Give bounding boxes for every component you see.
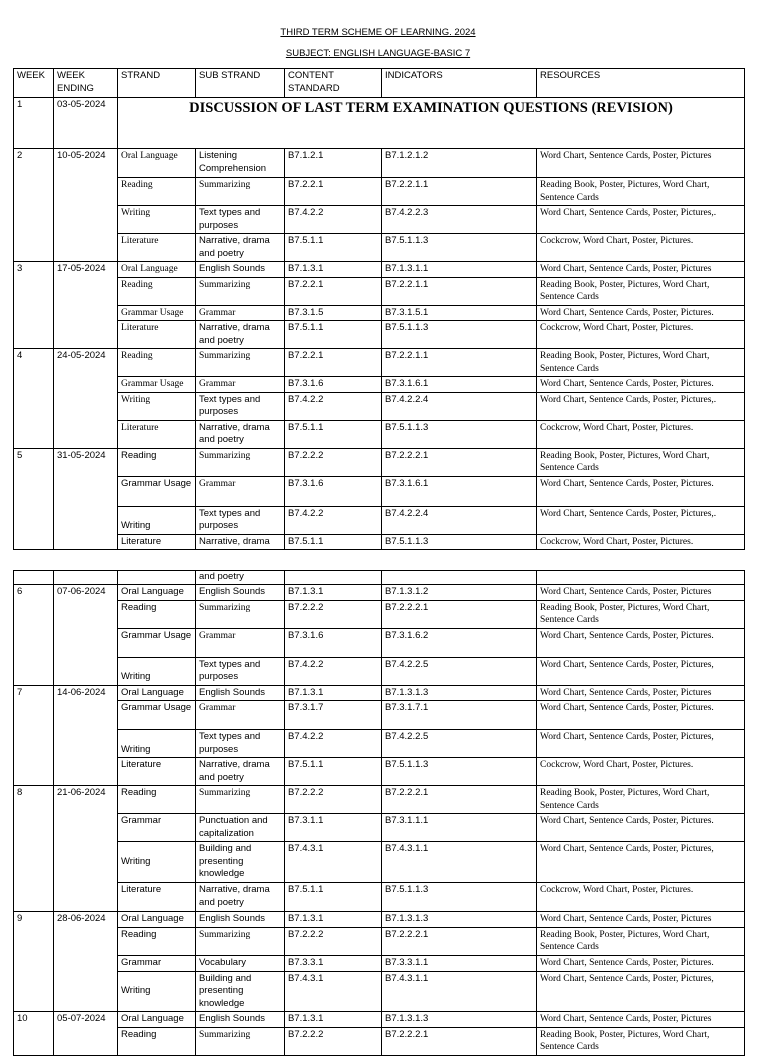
table-row bbox=[14, 883, 745, 912]
resources-cell: Cockcrow, Word Chart, Poster, Pictures. bbox=[537, 883, 745, 912]
strand-cell: Grammar Usage bbox=[118, 628, 196, 657]
week-number: 9 bbox=[14, 912, 54, 1012]
content-standard-cell: B7.2.2.2 bbox=[285, 600, 382, 628]
sub-strand-cell: English Sounds bbox=[196, 912, 285, 928]
indicator-cell: B7.1.3.1.3 bbox=[382, 912, 537, 928]
indicator-cell: B7.1.3.1.2 bbox=[382, 585, 537, 601]
content-standard-cell: B7.2.2.2 bbox=[285, 1027, 382, 1055]
indicator-cell: B7.5.1.1.3 bbox=[382, 321, 537, 349]
strand-cell: Writing bbox=[118, 657, 196, 685]
strand-cell: Literature bbox=[118, 420, 196, 448]
indicator-cell: B7.2.2.1.1 bbox=[382, 349, 537, 377]
content-standard-cell: B7.4.2.2 bbox=[285, 506, 382, 534]
week-number: 3 bbox=[14, 262, 54, 349]
sub-strand-cell: Grammar bbox=[196, 476, 285, 506]
resources-cell: Cockcrow, Word Chart, Poster, Pictures. bbox=[537, 758, 745, 786]
resources-cell: Cockcrow, Word Chart, Poster, Pictures. bbox=[537, 321, 745, 349]
header-indicators: INDICATORS bbox=[382, 69, 537, 98]
content-standard-cell: B7.5.1.1 bbox=[285, 234, 382, 262]
strand-cell: Oral Language bbox=[118, 685, 196, 701]
indicator-cell: B7.3.1.7.1 bbox=[382, 701, 537, 730]
header-sub-strand: SUB STRAND bbox=[196, 69, 285, 98]
strand-cell: Literature bbox=[118, 758, 196, 786]
table-row bbox=[14, 234, 745, 262]
resources-cell: Reading Book, Poster, Pictures, Word Chart, Sentence Cards bbox=[537, 349, 745, 377]
table-row bbox=[14, 758, 745, 786]
strand-cell: Grammar Usage bbox=[118, 476, 196, 506]
document-subtitle: SUBJECT: ENGLISH LANGUAGE-BASIC 7 bbox=[285, 48, 471, 59]
strand-cell: Reading bbox=[118, 600, 196, 628]
revision-banner: DISCUSSION OF LAST TERM EXAMINATION QUESTIONS (REVISION) bbox=[118, 98, 745, 149]
resources-cell: Reading Book, Poster, Pictures, Word Chart, Sentence Cards bbox=[537, 600, 745, 628]
content-standard-cell: B7.3.1.6 bbox=[285, 628, 382, 657]
header-week: WEEK bbox=[14, 69, 54, 98]
content-standard-cell: B7.5.1.1 bbox=[285, 534, 382, 550]
strand-cell: Writing bbox=[118, 506, 196, 534]
content-standard-cell: B7.3.1.1 bbox=[285, 814, 382, 842]
indicator-cell: B7.3.1.1.1 bbox=[382, 814, 537, 842]
sub-strand-cell: Summarizing bbox=[196, 600, 285, 628]
sub-strand-cell: Summarizing bbox=[196, 1027, 285, 1055]
indicator-cell: B7.4.3.1.1 bbox=[382, 971, 537, 1012]
table-row bbox=[14, 912, 745, 928]
sub-strand-cell: Summarizing bbox=[196, 349, 285, 377]
content-standard-cell: B7.4.2.2 bbox=[285, 657, 382, 685]
resources-cell: Reading Book, Poster, Pictures, Word Chart, Sentence Cards bbox=[537, 786, 745, 814]
content-standard-cell: B7.2.2.1 bbox=[285, 277, 382, 305]
strand-cell: Oral Language bbox=[118, 912, 196, 928]
content-standard-cell: B7.4.3.1 bbox=[285, 971, 382, 1012]
sub-strand-cell: Text types and purposes bbox=[196, 206, 285, 234]
table-row bbox=[14, 701, 745, 730]
table-row bbox=[14, 585, 745, 601]
resources-cell: Word Chart, Sentence Cards, Poster, Pictures bbox=[537, 1012, 745, 1028]
sub-strand-cell: Vocabulary bbox=[196, 955, 285, 971]
content-standard-cell: B7.3.1.7 bbox=[285, 701, 382, 730]
indicator-cell: B7.4.2.2.4 bbox=[382, 506, 537, 534]
table-row bbox=[14, 305, 745, 321]
sub-strand-cell: English Sounds bbox=[196, 685, 285, 701]
content-standard-cell: B7.1.3.1 bbox=[285, 1012, 382, 1028]
resources-cell: Word Chart, Sentence Cards, Poster, Pictures, bbox=[537, 842, 745, 883]
sub-strand-cell: Building and presenting knowledge bbox=[196, 971, 285, 1012]
resources-cell: Word Chart, Sentence Cards, Poster, Pictures. bbox=[537, 305, 745, 321]
sub-strand-cell: Summarizing bbox=[196, 178, 285, 206]
indicator-cell: B7.5.1.1.3 bbox=[382, 420, 537, 448]
sub-strand-cell: English Sounds bbox=[196, 262, 285, 278]
table-row bbox=[14, 277, 745, 305]
sub-strand-cell: Text types and purposes bbox=[196, 657, 285, 685]
content-standard-cell: B7.2.2.2 bbox=[285, 786, 382, 814]
table-row bbox=[14, 657, 745, 685]
content-standard-cell: B7.3.1.6 bbox=[285, 377, 382, 393]
content-standard-cell: B7.5.1.1 bbox=[285, 420, 382, 448]
sub-strand-cell: English Sounds bbox=[196, 1012, 285, 1028]
strand-cell: Reading bbox=[118, 786, 196, 814]
content-standard-cell: B7.2.2.2 bbox=[285, 927, 382, 955]
indicator-cell: B7.4.2.2.3 bbox=[382, 206, 537, 234]
content-standard-cell: B7.4.2.2 bbox=[285, 730, 382, 758]
resources-cell: Word Chart, Sentence Cards, Poster, Pictures. bbox=[537, 476, 745, 506]
content-standard-cell: B7.4.2.2 bbox=[285, 206, 382, 234]
week-ending-date: 28-06-2024 bbox=[54, 912, 118, 1012]
table-row bbox=[14, 534, 745, 550]
table-row bbox=[14, 1027, 745, 1055]
week-ending-date: 17-05-2024 bbox=[54, 262, 118, 349]
strand-cell: Literature bbox=[118, 534, 196, 550]
resources-cell: Reading Book, Poster, Pictures, Word Chart, Sentence Cards bbox=[537, 178, 745, 206]
indicator-cell: B7.3.1.6.1 bbox=[382, 377, 537, 393]
table-row bbox=[14, 420, 745, 448]
resources-cell: Word Chart, Sentence Cards, Poster, Pictures, bbox=[537, 730, 745, 758]
indicator-cell: B7.2.2.2.1 bbox=[382, 927, 537, 955]
table-row bbox=[14, 377, 745, 393]
resources-cell: Reading Book, Poster, Pictures, Word Chart, Sentence Cards bbox=[537, 448, 745, 476]
indicator-cell: B7.3.1.5.1 bbox=[382, 305, 537, 321]
resources-cell: Reading Book, Poster, Pictures, Word Chart, Sentence Cards bbox=[537, 1027, 745, 1055]
indicator-cell: B7.4.2.2.4 bbox=[382, 392, 537, 420]
scheme-table-page-1 bbox=[13, 68, 745, 550]
sub-strand-cell: Text types and purposes bbox=[196, 392, 285, 420]
content-standard-cell: B7.3.3.1 bbox=[285, 955, 382, 971]
table-row bbox=[14, 1012, 745, 1028]
indicator-cell: B7.3.1.6.2 bbox=[382, 628, 537, 657]
indicator-cell: B7.3.3.1.1 bbox=[382, 955, 537, 971]
sub-strand-cell: Grammar bbox=[196, 377, 285, 393]
week-number: 6 bbox=[14, 585, 54, 686]
table-row bbox=[14, 349, 745, 377]
resources-cell: Word Chart, Sentence Cards, Poster, Pictures,. bbox=[537, 392, 745, 420]
indicator-cell: B7.2.2.1.1 bbox=[382, 178, 537, 206]
resources-cell: Word Chart, Sentence Cards, Poster, Pictures bbox=[537, 262, 745, 278]
week-ending-date: 14-06-2024 bbox=[54, 685, 118, 786]
document-title: THIRD TERM SCHEME OF LEARNING. 2024 bbox=[280, 27, 476, 38]
indicator-cell: B7.5.1.1.3 bbox=[382, 234, 537, 262]
indicator-cell: B7.1.3.1.1 bbox=[382, 262, 537, 278]
table-row bbox=[14, 628, 745, 657]
resources-cell: Word Chart, Sentence Cards, Poster, Pictures. bbox=[537, 628, 745, 657]
sub-strand-cell: Narrative, drama bbox=[196, 534, 285, 550]
strand-cell: Reading bbox=[118, 178, 196, 206]
resources-cell: Word Chart, Sentence Cards, Poster, Pictures. bbox=[537, 377, 745, 393]
table-row bbox=[14, 971, 745, 1012]
strand-cell: Grammar bbox=[118, 955, 196, 971]
strand-cell: Oral Language bbox=[118, 149, 196, 178]
resources-cell: Word Chart, Sentence Cards, Poster, Pictures, bbox=[537, 971, 745, 1012]
strand-cell: Grammar bbox=[118, 814, 196, 842]
strand-cell: Reading bbox=[118, 277, 196, 305]
resources-cell: Word Chart, Sentence Cards, Poster, Pictures bbox=[537, 685, 745, 701]
sub-strand-cell: Text types and purposes bbox=[196, 506, 285, 534]
table-row bbox=[14, 814, 745, 842]
strand-cell: Reading bbox=[118, 1027, 196, 1055]
content-standard-cell: B7.1.2.1 bbox=[285, 149, 382, 178]
week-ending-date: 31-05-2024 bbox=[54, 448, 118, 550]
resources-cell: Word Chart, Sentence Cards, Poster, Pictures bbox=[537, 149, 745, 178]
week-ending-date: 07-06-2024 bbox=[54, 585, 118, 686]
sub-strand-cell: Building and presenting knowledge bbox=[196, 842, 285, 883]
table-row bbox=[14, 262, 745, 278]
sub-strand-cell: Summarizing bbox=[196, 927, 285, 955]
sub-strand-cell: Grammar bbox=[196, 628, 285, 657]
indicator-cell: B7.1.2.1.2 bbox=[382, 149, 537, 178]
strand-cell: Grammar Usage bbox=[118, 377, 196, 393]
indicator-cell: B7.4.2.2.5 bbox=[382, 657, 537, 685]
resources-cell: Word Chart, Sentence Cards, Poster, Pictures. bbox=[537, 814, 745, 842]
indicator-cell: B7.2.2.1.1 bbox=[382, 277, 537, 305]
content-standard-cell: B7.1.3.1 bbox=[285, 262, 382, 278]
strand-cell: Oral Language bbox=[118, 585, 196, 601]
resources-cell: Word Chart, Sentence Cards, Poster, Pictures. bbox=[537, 955, 745, 971]
table-row bbox=[14, 149, 745, 178]
content-standard-cell: B7.1.3.1 bbox=[285, 912, 382, 928]
resources-cell: Reading Book, Poster, Pictures, Word Chart, Sentence Cards bbox=[537, 277, 745, 305]
indicator-cell: B7.5.1.1.3 bbox=[382, 534, 537, 550]
indicator-cell: B7.2.2.2.1 bbox=[382, 786, 537, 814]
resources-cell: Cockcrow, Word Chart, Poster, Pictures. bbox=[537, 534, 745, 550]
continued-sub-strand: and poetry bbox=[196, 571, 285, 585]
table-row bbox=[14, 392, 745, 420]
resources-cell: Word Chart, Sentence Cards, Poster, Pictures. bbox=[537, 701, 745, 730]
content-standard-cell: B7.2.2.2 bbox=[285, 448, 382, 476]
indicator-cell: B7.2.2.2.1 bbox=[382, 448, 537, 476]
sub-strand-cell: Summarizing bbox=[196, 448, 285, 476]
header-week-ending: WEEK ENDING bbox=[54, 69, 118, 98]
content-standard-cell: B7.5.1.1 bbox=[285, 883, 382, 912]
resources-cell: Word Chart, Sentence Cards, Poster, Pictures bbox=[537, 912, 745, 928]
resources-cell: Reading Book, Poster, Pictures, Word Chart, Sentence Cards bbox=[537, 927, 745, 955]
indicator-cell: B7.5.1.1.3 bbox=[382, 758, 537, 786]
table-row bbox=[14, 955, 745, 971]
resources-cell: Word Chart, Sentence Cards, Poster, Pictures,. bbox=[537, 206, 745, 234]
week-number: 1 bbox=[14, 98, 54, 149]
strand-cell: Writing bbox=[118, 842, 196, 883]
header-strand: STRAND bbox=[118, 69, 196, 98]
content-standard-cell: B7.1.3.1 bbox=[285, 585, 382, 601]
strand-cell: Grammar Usage bbox=[118, 701, 196, 730]
sub-strand-cell: Listening Comprehension bbox=[196, 149, 285, 178]
table-row bbox=[14, 786, 745, 814]
resources-cell: Word Chart, Sentence Cards, Poster, Pictures bbox=[537, 585, 745, 601]
table-row bbox=[14, 842, 745, 883]
indicator-cell: B7.1.3.1.3 bbox=[382, 685, 537, 701]
resources-cell: Word Chart, Sentence Cards, Poster, Pictures, bbox=[537, 657, 745, 685]
week-number: 4 bbox=[14, 349, 54, 449]
table-row bbox=[14, 206, 745, 234]
sub-strand-cell: Narrative, drama and poetry bbox=[196, 321, 285, 349]
strand-cell: Writing bbox=[118, 206, 196, 234]
strand-cell: Oral Language bbox=[118, 262, 196, 278]
week-number: 2 bbox=[14, 149, 54, 262]
week-ending-date: 10-05-2024 bbox=[54, 149, 118, 262]
sub-strand-cell: Narrative, drama and poetry bbox=[196, 234, 285, 262]
week-ending-date: 05-07-2024 bbox=[54, 1012, 118, 1056]
table-row bbox=[14, 98, 745, 149]
sub-strand-cell: Narrative, drama and poetry bbox=[196, 883, 285, 912]
table-row bbox=[14, 685, 745, 701]
strand-cell: Literature bbox=[118, 321, 196, 349]
table-row bbox=[14, 600, 745, 628]
table-row bbox=[14, 571, 745, 585]
week-ending-date: 21-06-2024 bbox=[54, 786, 118, 912]
resources-cell: Cockcrow, Word Chart, Poster, Pictures. bbox=[537, 234, 745, 262]
table-row bbox=[14, 448, 745, 476]
resources-cell: Word Chart, Sentence Cards, Poster, Pictures,. bbox=[537, 506, 745, 534]
table-row bbox=[14, 476, 745, 506]
week-number: 8 bbox=[14, 786, 54, 912]
table-row bbox=[14, 178, 745, 206]
sub-strand-cell: Grammar bbox=[196, 701, 285, 730]
table-row bbox=[14, 506, 745, 534]
week-number: 10 bbox=[14, 1012, 54, 1056]
table-row bbox=[14, 321, 745, 349]
content-standard-cell: B7.2.2.1 bbox=[285, 349, 382, 377]
strand-cell: Literature bbox=[118, 883, 196, 912]
week-number: 5 bbox=[14, 448, 54, 550]
resources-cell: Cockcrow, Word Chart, Poster, Pictures. bbox=[537, 420, 745, 448]
indicator-cell: B7.2.2.2.1 bbox=[382, 600, 537, 628]
sub-strand-cell: Punctuation and capitalization bbox=[196, 814, 285, 842]
indicator-cell: B7.1.3.1.3 bbox=[382, 1012, 537, 1028]
content-standard-cell: B7.1.3.1 bbox=[285, 685, 382, 701]
week-number: 7 bbox=[14, 685, 54, 786]
content-standard-cell: B7.5.1.1 bbox=[285, 321, 382, 349]
sub-strand-cell: Grammar bbox=[196, 305, 285, 321]
week-ending-date: 03-05-2024 bbox=[54, 98, 118, 149]
sub-strand-cell: Narrative, drama and poetry bbox=[196, 758, 285, 786]
strand-cell: Writing bbox=[118, 392, 196, 420]
strand-cell: Oral Language bbox=[118, 1012, 196, 1028]
header-resources: RESOURCES bbox=[537, 69, 745, 98]
indicator-cell: B7.3.1.6.1 bbox=[382, 476, 537, 506]
strand-cell: Writing bbox=[118, 730, 196, 758]
strand-cell: Reading bbox=[118, 927, 196, 955]
table-row bbox=[14, 927, 745, 955]
strand-cell: Reading bbox=[118, 448, 196, 476]
sub-strand-cell: Text types and purposes bbox=[196, 730, 285, 758]
content-standard-cell: B7.4.3.1 bbox=[285, 842, 382, 883]
sub-strand-cell: Summarizing bbox=[196, 786, 285, 814]
week-ending-date: 24-05-2024 bbox=[54, 349, 118, 449]
strand-cell: Literature bbox=[118, 234, 196, 262]
content-standard-cell: B7.2.2.1 bbox=[285, 178, 382, 206]
strand-cell: Grammar Usage bbox=[118, 305, 196, 321]
table-row bbox=[14, 730, 745, 758]
indicator-cell: B7.5.1.1.3 bbox=[382, 883, 537, 912]
indicator-cell: B7.4.2.2.5 bbox=[382, 730, 537, 758]
content-standard-cell: B7.3.1.5 bbox=[285, 305, 382, 321]
content-standard-cell: B7.4.2.2 bbox=[285, 392, 382, 420]
sub-strand-cell: Narrative, drama and poetry bbox=[196, 420, 285, 448]
header-content-standard: CONTENT STANDARD bbox=[285, 69, 382, 98]
indicator-cell: B7.2.2.2.1 bbox=[382, 1027, 537, 1055]
sub-strand-cell: Summarizing bbox=[196, 277, 285, 305]
strand-cell: Reading bbox=[118, 349, 196, 377]
content-standard-cell: B7.5.1.1 bbox=[285, 758, 382, 786]
strand-cell: Writing bbox=[118, 971, 196, 1012]
indicator-cell: B7.4.3.1.1 bbox=[382, 842, 537, 883]
sub-strand-cell: English Sounds bbox=[196, 585, 285, 601]
content-standard-cell: B7.3.1.6 bbox=[285, 476, 382, 506]
scheme-table-page-2 bbox=[13, 570, 745, 1056]
